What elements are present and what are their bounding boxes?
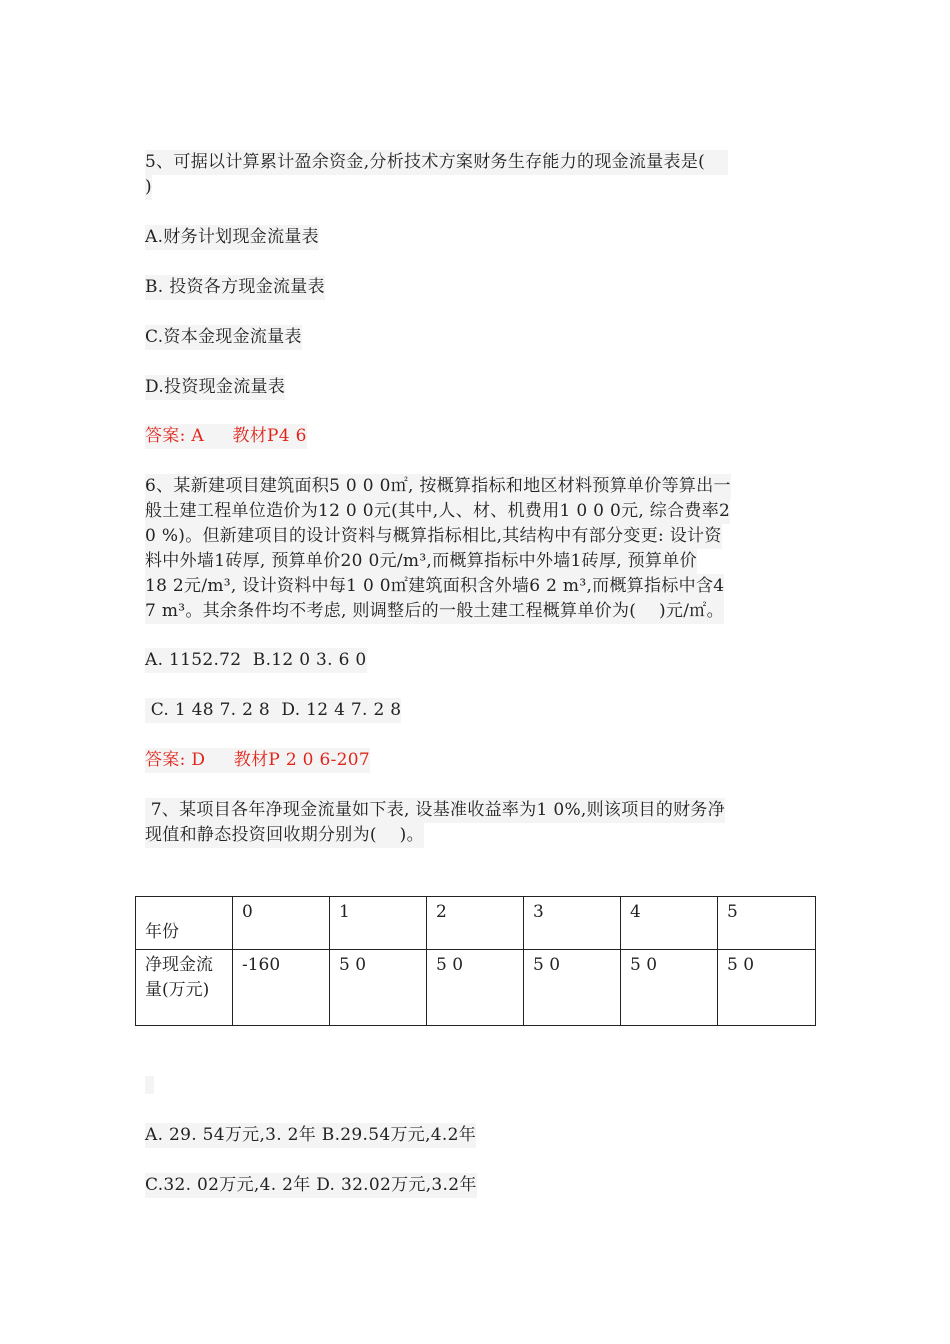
q6-options-cd: C. 1 48 7. 2 8 D. 12 4 7. 2 8: [145, 698, 401, 723]
flow-cell: 5 0: [330, 950, 427, 1026]
flow-cell: 5 0: [427, 950, 524, 1026]
q5-answer: 答案: A 教材P4 6: [145, 424, 307, 449]
q6-answer: 答案: D 教材P 2 0 6-207: [145, 748, 370, 773]
q6-stem-line5: 18 2元/m³, 设计资料中每1 0 0㎡建筑面积含外墙6 2 m³,而概算指标中含4: [145, 574, 724, 599]
q6-stem-line2: 般土建工程单位造价为12 0 0元(其中,人、材、机费用1 0 0 0元, 综合费率2: [145, 499, 730, 524]
q7-stem-line1: 7、某项目各年净现金流量如下表, 设基准收益率为1 0%,则该项目的财务净: [145, 798, 725, 823]
year-cell: 5: [718, 897, 816, 950]
row-header-year: 年份: [136, 897, 233, 950]
q6-stem-line3: 0 %)。但新建项目的设计资料与概算指标相比,其结构中有部分变更: 设计资: [145, 524, 722, 549]
flow-cell: -160: [233, 950, 330, 1026]
q7-options-ab: A. 29. 54万元,3. 2年 B.29.54万元,4.2年: [145, 1123, 476, 1148]
q6-stem-line4: 料中外墙1砖厚, 预算单价20 0元/m³,而概算指标中外墙1砖厚, 预算单价: [145, 549, 697, 574]
q5-option-b: B. 投资各方现金流量表: [145, 275, 325, 300]
q6-stem-line6: 7 m³。其余条件均不考虑, 则调整后的一般土建工程概算单价为( )元/㎡。: [145, 599, 724, 624]
year-cell: 4: [621, 897, 718, 950]
q6-stem-line1: 6、某新建项目建筑面积5 0 0 0㎡, 按概算指标和地区材料预算单价等算出一: [145, 474, 731, 499]
q7-options-cd: C.32. 02万元,4. 2年 D. 32.02万元,3.2年: [145, 1173, 477, 1198]
cash-flow-table: [135, 896, 816, 1026]
q5-stem-line1: 5、可据以计算累计盈余资金,分析技术方案财务生存能力的现金流量表是(: [145, 150, 728, 175]
flow-cell: 5 0: [621, 950, 718, 1026]
q5-option-a: A.财务计划现金流量表: [145, 225, 319, 250]
q5-option-d: D.投资现金流量表: [145, 375, 285, 400]
year-cell: 3: [524, 897, 621, 950]
row-header-flow: 净现金流量(万元): [136, 950, 233, 1026]
q5-stem-line2: ): [145, 175, 152, 200]
table-row-flow: [136, 950, 816, 1026]
table-row-year: [136, 897, 816, 950]
flow-cell: 5 0: [718, 950, 816, 1026]
q7-stem-line2: 现值和静态投资回收期分别为( )。: [145, 823, 424, 848]
year-cell: 0: [233, 897, 330, 950]
flow-cell: 5 0: [524, 950, 621, 1026]
q5-option-c: C.资本金现金流量表: [145, 325, 302, 350]
year-cell: 1: [330, 897, 427, 950]
q6-options-ab: A. 1152.72 B.12 0 3. 6 0: [145, 648, 367, 673]
empty-paragraph-highlight: [145, 1076, 154, 1094]
year-cell: 2: [427, 897, 524, 950]
